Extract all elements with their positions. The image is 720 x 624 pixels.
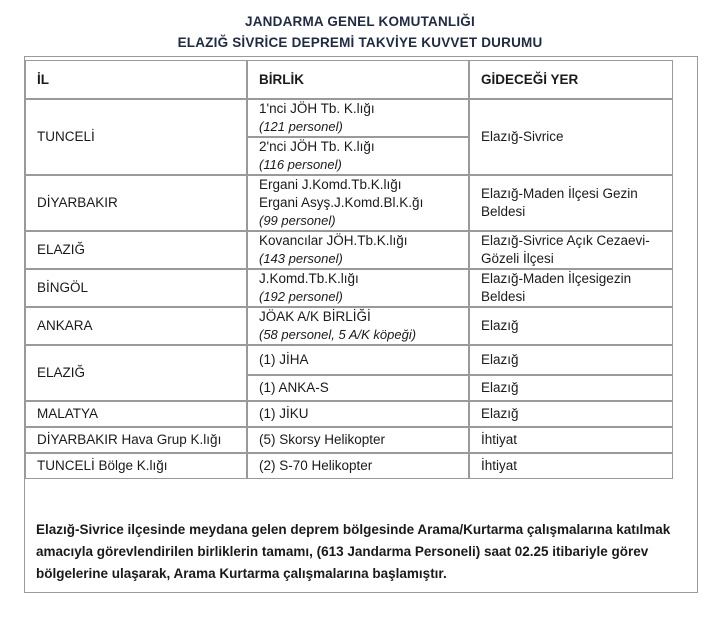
column-header-il: İL xyxy=(25,60,247,99)
unit-name: 2'nci JÖH Tb. K.lığı xyxy=(259,139,375,154)
birlik-cell xyxy=(247,231,469,269)
birlik-cell xyxy=(247,137,469,175)
birlik-cell xyxy=(247,269,469,307)
destination-cell: Elazığ xyxy=(469,345,673,375)
table-row xyxy=(25,99,673,137)
destination-cell: Elazığ-Maden İlçesi Gezin Beldesi xyxy=(469,175,673,231)
column-header-birlik: BİRLİK xyxy=(247,60,469,99)
il-cell: DİYARBAKIR Hava Grup K.lığı xyxy=(25,427,247,453)
destination-cell: Elazığ xyxy=(469,307,673,345)
personnel-count: (121 personel) xyxy=(259,119,343,134)
unit-name: 1'nci JÖH Tb. K.lığı xyxy=(259,101,375,116)
destination-cell: Elazığ xyxy=(469,375,673,401)
birlik-cell xyxy=(247,307,469,345)
unit-name: Ergani Asyş.J.Komd.Bl.K.ğı xyxy=(259,195,424,210)
birlik-cell: (1) JİHA xyxy=(247,345,469,375)
table-row xyxy=(25,231,673,269)
destination-cell: Elazığ-Sivrice xyxy=(469,99,673,175)
il-cell: ANKARA xyxy=(25,307,247,345)
table-row xyxy=(25,401,673,427)
il-cell: DİYARBAKIR xyxy=(25,175,247,231)
personnel-count: (143 personel) xyxy=(259,251,343,266)
personnel-count: (58 personel, 5 A/K köpeği) xyxy=(259,327,417,342)
document-frame xyxy=(24,56,698,593)
column-header-gidecegi-yer: GİDECEĞİ YER xyxy=(469,60,673,99)
personnel-count: (99 personel) xyxy=(259,213,336,228)
personnel-count: (116 personel) xyxy=(259,157,342,172)
birlik-cell xyxy=(247,175,469,231)
table-row xyxy=(25,307,673,345)
personnel-count: (192 personel) xyxy=(259,289,343,304)
il-cell: TUNCELİ Bölge K.lığı xyxy=(25,453,247,479)
table-header-row xyxy=(25,60,673,99)
unit-name: Ergani J.Komd.Tb.K.lığı xyxy=(259,177,402,192)
il-cell: ELAZIĞ xyxy=(25,345,247,401)
summary-note: Elazığ-Sivrice ilçesinde meydana gelen deprem bölgesinde Arama/Kurtarma çalışmalarına katılmak amacıyla görevlendirilen birliklerin tamamı, (613 Jandarma Personeli) saat 02.25 itibariyle görev bölgelerine ulaşarak, Arama Kurtarma çalışmalarına başlamıştır. xyxy=(36,522,671,581)
il-cell: BİNGÖL xyxy=(25,269,247,307)
destination-cell: Elazığ xyxy=(469,401,673,427)
il-cell: ELAZIĞ xyxy=(25,231,247,269)
table-row xyxy=(25,345,673,375)
unit-name: J.Komd.Tb.K.lığı xyxy=(259,271,359,286)
unit-name: Kovancılar JÖH.Tb.K.lığı xyxy=(259,233,408,248)
destination-cell: İhtiyat xyxy=(469,427,673,453)
table-row xyxy=(25,427,673,453)
document-title: JANDARMA GENEL KOMUTANLIĞI xyxy=(245,14,475,29)
birlik-cell xyxy=(247,99,469,137)
birlik-cell: (2) S-70 Helikopter xyxy=(247,453,469,479)
table-row xyxy=(25,269,673,307)
force-status-table xyxy=(25,60,673,479)
birlik-cell: (1) JİKU xyxy=(247,401,469,427)
birlik-cell: (1) ANKA-S xyxy=(247,375,469,401)
unit-name: JÖAK A/K BİRLİĞİ xyxy=(259,309,371,324)
il-cell: MALATYA xyxy=(25,401,247,427)
birlik-cell: (5) Skorsy Helikopter xyxy=(247,427,469,453)
il-cell: TUNCELİ xyxy=(25,99,247,175)
table-row xyxy=(25,175,673,231)
destination-cell: Elazığ-Sivrice Açık Cezaevi-Gözeli İlçesi xyxy=(469,231,673,269)
table-row xyxy=(25,453,673,479)
destination-cell: İhtiyat xyxy=(469,453,673,479)
destination-cell: Elazığ-Maden İlçesigezin Beldesi xyxy=(469,269,673,307)
document-subtitle: ELAZIĞ SİVRİCE DEPREMİ TAKVİYE KUVVET DURUMU xyxy=(177,35,543,50)
